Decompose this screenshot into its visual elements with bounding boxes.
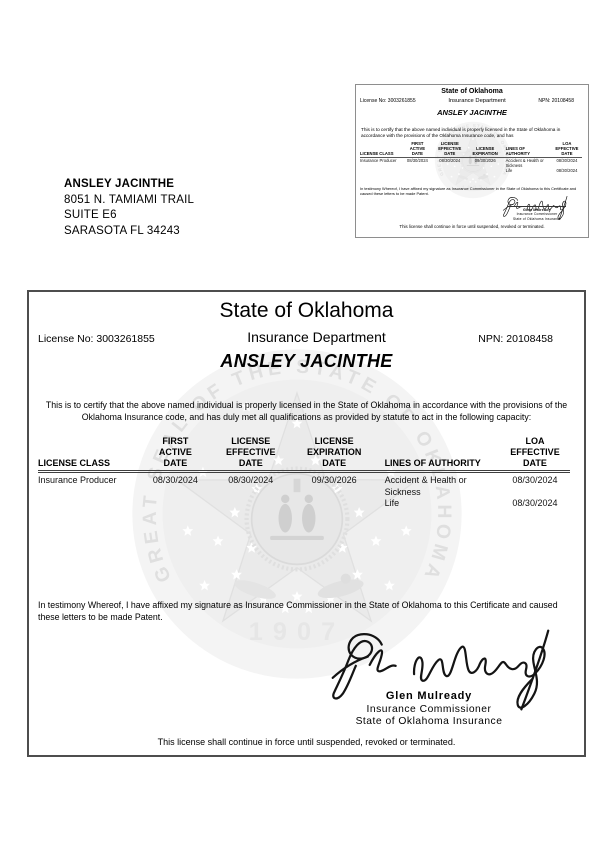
card-license-class: Insurance Producer xyxy=(360,158,397,164)
mailing-address xyxy=(64,177,194,239)
col-first-active: FIRST ACTIVE DATE xyxy=(158,436,192,468)
loa-1-effective-value: 08/30/2024 xyxy=(512,475,558,485)
license-certificate xyxy=(27,290,586,757)
lines-of-authority-values xyxy=(385,473,487,510)
certificate-license-no: License No: 3003261855 xyxy=(38,333,155,345)
card-signer-block xyxy=(494,206,580,221)
card-subheader-row xyxy=(356,98,588,104)
card-col-license-class: LICENSE CLASS xyxy=(360,150,394,156)
table-header-row xyxy=(38,436,570,473)
license-card xyxy=(355,84,589,238)
card-license-table xyxy=(360,142,582,174)
card-col-loa-effective: LOA EFFECTIVE DATE xyxy=(555,141,579,156)
first-active-date-value: 08/30/2024 xyxy=(152,475,198,485)
certificate-npn: NPN: 20108458 xyxy=(478,333,553,345)
table-row xyxy=(38,473,570,510)
card-loa-1-effective: 08/30/2024 xyxy=(556,158,578,164)
card-first-active-date: 08/30/2024 xyxy=(406,158,428,164)
card-state-title: State of Oklahoma xyxy=(441,88,503,95)
signer-title: Insurance Commissioner xyxy=(366,703,492,715)
card-license-no: License No: 3003261855 xyxy=(360,97,416,104)
card-table-header-row xyxy=(360,142,582,158)
license-expiration-date-value: 09/30/2026 xyxy=(311,475,357,485)
col-license-effective: LICENSE EFFECTIVE DATE xyxy=(226,436,276,468)
certificate-department: Insurance Department xyxy=(247,329,386,345)
card-signature-rule xyxy=(508,206,566,207)
loa-1-value: Accident & Health or Sickness xyxy=(384,475,467,497)
col-loa-effective: LOA EFFECTIVE DATE xyxy=(510,436,560,468)
certificate-certify-text: This is to certify that the above named individual is properly licensed in the State of Oklahoma in accordance with the provisions of the Oklahoma Insurance code, and has duly met all qualifications as provided by statute to act in the following capacity: xyxy=(45,400,568,422)
card-col-first-active: FIRST ACTIVE DATE xyxy=(409,141,426,156)
card-certify-text: This is to certify that the above named individual is properly licensed in the State of Oklahoma in accordance with the provisions of the Oklahoma Insurance code, and has xyxy=(361,127,561,138)
card-testimony-text: In testimony Whereof, I have affixed my signature as Insurance Commissioner in the State of Oklahoma to this Certificate and caused these letters to be made Patent. xyxy=(360,186,577,196)
card-license-effective-date: 08/30/2024 xyxy=(439,158,461,164)
loa-effective-date-values xyxy=(500,473,570,510)
card-signer-name: Glen Mulready xyxy=(522,208,551,212)
certificate-license-table xyxy=(38,436,570,510)
card-department: Insurance Department xyxy=(448,97,506,104)
loa-2-effective-value: 08/30/2024 xyxy=(512,498,558,508)
loa-2-value: Life xyxy=(384,498,400,508)
address-line1: 8051 N. TAMIAMI TRAIL xyxy=(64,193,195,206)
address-name: ANSLEY JACINTHE xyxy=(64,178,175,190)
col-license-expiration: LICENSE EXPIRATION DATE xyxy=(307,436,362,468)
address-line3: SARASOTA FL 34243 xyxy=(64,224,180,237)
certificate-licensee-name: ANSLEY JACINTHE xyxy=(220,351,393,371)
card-loa-2-effective: 08/30/2024 xyxy=(556,168,578,174)
card-col-license-expiration: LICENSE EXPIRATION xyxy=(472,145,498,156)
license-class-value: Insurance Producer xyxy=(38,475,117,485)
certificate-footer-text: This license shall continue in force until suspended, revoked or terminated. xyxy=(157,737,456,747)
card-loa-1: Accident & Health or Sickness xyxy=(505,158,544,169)
signer-org: State of Oklahoma Insurance xyxy=(355,716,503,727)
address-line2: SUITE E6 xyxy=(64,209,117,221)
col-lines-of-authority: LINES OF AUTHORITY xyxy=(384,458,481,468)
card-col-lines-of-authority: LINES OF AUTHORITY xyxy=(505,145,530,156)
col-license-class: LICENSE CLASS xyxy=(38,458,111,468)
card-loa-effective-dates xyxy=(552,158,582,174)
signer-name: Glen Mulready xyxy=(385,690,473,702)
card-col-license-effective: LICENSE EFFECTIVE DATE xyxy=(438,141,462,156)
certificate-subheader-row xyxy=(29,329,584,345)
card-table-row xyxy=(360,158,582,174)
license-effective-date-value: 08/30/2024 xyxy=(228,475,274,485)
certificate-testimony-text: In testimony Whereof, I have affixed my signature as Insurance Commissioner in the State of Oklahoma to this Certificate and caused these letters to be made Patent. xyxy=(38,600,558,622)
card-signer-title: Insurance Commissioner xyxy=(516,212,558,217)
card-signer-org: State of Oklahoma Insurance xyxy=(512,216,562,221)
certificate-signer-block xyxy=(325,690,533,729)
card-npn: NPN: 20108458 xyxy=(538,97,574,104)
card-lines-of-authority xyxy=(506,158,548,174)
card-license-expiration-date: 09/30/2026 xyxy=(474,158,496,164)
card-footer-text: This license shall continue in force until suspended, revoked or terminated. xyxy=(399,224,545,229)
card-loa-2: Life xyxy=(505,168,513,174)
card-licensee-name: ANSLEY JACINTHE xyxy=(437,108,507,117)
certificate-state-title: State of Oklahoma xyxy=(219,299,394,322)
